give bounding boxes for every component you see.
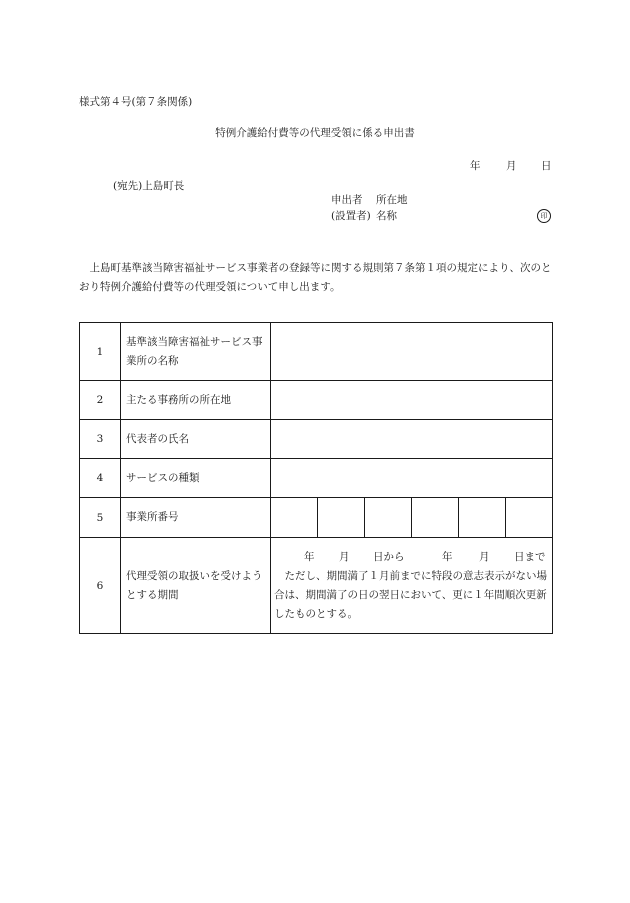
period-note: ただし、期間満了１月前までに特段の意志表示がない場合は、期間満了の日の翌日において、更に１年間順次更新したものとする。 — [274, 569, 547, 620]
table-row — [80, 381, 553, 420]
period-to-day: 日まで — [514, 550, 546, 563]
table-row — [80, 459, 553, 498]
date-day: 日 — [541, 160, 552, 172]
office-number-digit[interactable] — [505, 498, 552, 537]
service-type-field[interactable] — [271, 459, 553, 498]
period-from-month: 月 — [339, 550, 350, 563]
period-field — [271, 538, 553, 634]
name-label: 名称 — [376, 210, 397, 222]
row-number: 1 — [80, 323, 121, 381]
table-row — [80, 498, 553, 538]
table-row — [80, 420, 553, 459]
application-table — [79, 322, 553, 634]
table-row — [80, 538, 553, 634]
facility-name-field[interactable] — [271, 323, 553, 381]
row-label: サービスの種類 — [121, 459, 271, 498]
date-year: 年 — [470, 160, 481, 172]
period-range — [274, 548, 549, 567]
row-number: 5 — [80, 498, 121, 538]
table-row — [80, 323, 553, 381]
date-month: 月 — [506, 160, 517, 172]
office-number-digit[interactable] — [364, 498, 411, 537]
row-number: 3 — [80, 420, 121, 459]
form-number: 様式第４号(第７条関係) — [79, 96, 193, 108]
row-number: 6 — [80, 538, 121, 634]
representative-name-field[interactable] — [271, 420, 553, 459]
row-label: 代表者の氏名 — [121, 420, 271, 459]
row-number: 4 — [80, 459, 121, 498]
row-label: 事業所番号 — [121, 498, 271, 538]
office-number-digit[interactable] — [317, 498, 364, 537]
row-label: 代理受領の取扱いを受けようとする期間 — [121, 538, 271, 634]
document-title: 特例介護給付費等の代理受領に係る申出書 — [215, 127, 415, 139]
setter-label: (設置者) — [331, 210, 371, 222]
office-number-digit[interactable] — [411, 498, 458, 537]
row-label: 主たる事務所の所在地 — [121, 381, 271, 420]
row-number: 2 — [80, 381, 121, 420]
office-number-field — [271, 498, 553, 538]
period-to-month: 月 — [479, 550, 490, 563]
period-from-day: 日から — [373, 550, 405, 563]
office-address-field[interactable] — [271, 381, 553, 420]
office-number-digit[interactable] — [271, 498, 317, 537]
applicant-label: 申出者 — [331, 194, 363, 206]
body-paragraph: 上島町基準該当障害福祉サービス事業者の登録等に関する規則第７条第１項の規定により、次のとおり特例介護給付費等の代理受領について申し出ます。 — [79, 262, 552, 293]
address-label: 所在地 — [376, 194, 408, 206]
period-to-year: 年 — [442, 550, 453, 563]
office-number-digit[interactable] — [458, 498, 505, 537]
period-from-year: 年 — [304, 550, 315, 563]
addressee: (宛先)上島町長 — [113, 180, 185, 192]
seal-mark: 印 — [537, 209, 551, 223]
row-label: 基準該当障害福祉サービス事業所の名称 — [121, 323, 271, 381]
